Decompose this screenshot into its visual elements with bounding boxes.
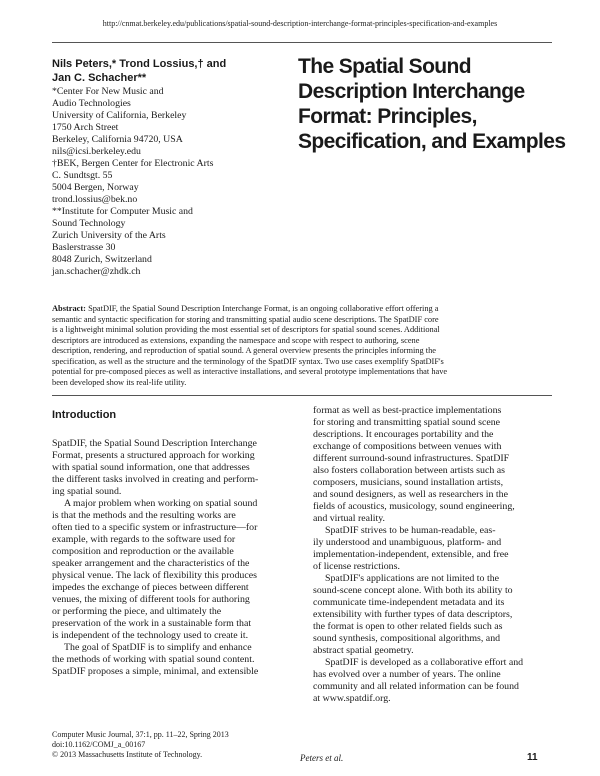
author-line: Jan C. Schacher** [52, 72, 147, 84]
text-line: community and all related information can be found [313, 681, 519, 692]
text-line: Description Interchange [298, 80, 525, 103]
text-line: sound synthesis, compositional algorithms, and [313, 633, 501, 644]
text-line: the methods of working with spatial sound content. [52, 654, 255, 665]
text-line: preservation of the work in a sustainable form that [52, 618, 252, 629]
text-line: SpatDIF strives to be human-readable, eas- [325, 525, 496, 536]
text-line: The goal of SpatDIF is to simplify and enhance [64, 642, 252, 653]
text-line: Baslerstrasse 30 [52, 242, 116, 253]
text-line: composition and reproduction or the available [52, 546, 234, 557]
text-line: extensibility with further types of data descriptors, [313, 609, 513, 620]
text-line: 5004 Bergen, Norway [52, 182, 139, 193]
text-line: descriptors are introduced as extensions, expanding the namespace and scope with respect to authoring, scene [52, 335, 420, 345]
left-column [52, 408, 302, 678]
text-line: and virtual reality. [313, 513, 386, 524]
text-line: is a lightweight minimal solution providing the most essential set of descriptors for spatial sound scenes. Additional [52, 325, 440, 334]
text-line: Format: Principles, [298, 105, 477, 128]
text-line: venues, the mixing of different tools for authoring [52, 594, 250, 605]
text-line: ing spatial sound. [52, 486, 122, 497]
text-line: potential for pre-composed pieces as well as interactive installations, and several prototype implementations that have [52, 367, 448, 376]
text-line: nils@icsi.berkeley.edu [52, 146, 141, 157]
text-line: ily understood and unambiguous, platform- and [313, 537, 502, 548]
text-line: doi:10.1162/COMJ_a_00167 [52, 740, 146, 749]
abstract-label: Abstract: [52, 304, 86, 313]
text-line: semantic and syntactic specification for storing and transmitting spatial audio scene descriptions. The SpatDIF core [52, 314, 439, 324]
text-line: composers, musicians, sound installation artists, [313, 477, 504, 488]
text-line: SpatDIF's applications are not limited to the [325, 573, 500, 584]
author-list [52, 57, 302, 85]
text-line: University of California, Berkeley [52, 110, 187, 121]
text-line: A major problem when working on spatial sound [64, 498, 258, 509]
journal-footnote [52, 730, 302, 760]
text-line: example, with regards to the software used for [52, 534, 236, 545]
abstract-line: SpatDIF, the Spatial Sound Description Interchange Format, is an ongoing collaborative effort offering a [85, 304, 439, 313]
text-line: implementation-independent, extensible, and free [313, 549, 509, 560]
abstract-first-line [52, 304, 552, 315]
affiliations [52, 86, 302, 278]
text-line: Berkeley, California 94720, USA [52, 134, 183, 145]
text-line: impedes the exchange of pieces between different [52, 582, 249, 593]
text-line: SpatDIF is developed as a collaborative effort and [325, 657, 524, 668]
text-line: has evolved over a number of years. The online [313, 669, 501, 680]
text-line: *Center For New Music and [52, 86, 164, 97]
text-line: is independent of the technology used to create it. [52, 630, 249, 641]
text-line: at www.spatdif.org. [313, 693, 391, 704]
text-line: the different tasks involved in creating and perform- [52, 474, 259, 485]
article-title [298, 54, 566, 154]
text-line: trond.lossius@bek.no [52, 194, 138, 205]
text-line: exchange of compositions between venues with [313, 441, 502, 452]
text-line: 8048 Zurich, Switzerland [52, 254, 152, 265]
text-line: is that the methods and the resulting works are [52, 510, 236, 521]
page-number: 11 [527, 752, 538, 763]
running-author: Peters et al. [300, 753, 344, 763]
text-line: sound-scene concept alone. With both its ability to [313, 585, 513, 596]
text-line: also fosters collaboration between artists such as [313, 465, 505, 476]
text-line: descriptions. It encourages portability and the [313, 429, 494, 440]
text-line: **Institute for Computer Music and [52, 206, 193, 217]
right-column [313, 405, 558, 705]
text-line: specification, as well as the structure and the terminology of the SpatDIF syntax. Two use cases exemplify SpatDIF's [52, 356, 444, 366]
text-line: © 2013 Massachusetts Institute of Technology. [52, 750, 203, 759]
text-line: speaker arrangement and the characteristics of the [52, 558, 250, 569]
text-line: Specification, and Examples [298, 130, 566, 153]
text-line: SpatDIF proposes a simple, minimal, and extensible [52, 666, 259, 677]
text-line: of license restrictions. [313, 561, 400, 572]
text-line: Zurich University of the Arts [52, 230, 166, 241]
text-line: †BEK, Bergen Center for Electronic Arts [52, 158, 214, 169]
section-heading: Introduction [52, 409, 117, 421]
text-line: 1750 Arch Street [52, 122, 119, 133]
text-line: C. Sundtsgt. 55 [52, 170, 113, 181]
text-line: physical venue. The lack of flexibility this produces [52, 570, 257, 581]
text-line: SpatDIF, the Spatial Sound Description Interchange [52, 438, 257, 449]
source-url[interactable]: http://cnmat.berkeley.edu/publications/spatial-sound-description-interchange-format-principles-specification-and-examples [102, 19, 498, 28]
text-line: and sound designers, as well as researchers in the [313, 489, 508, 500]
text-line: for storing and transmitting spatial sound scene [313, 417, 501, 428]
text-line: jan.schacher@zhdk.ch [52, 266, 141, 277]
text-line: description, rendering, and reproduction of spatial sound. A general overview presents the principles informing the [52, 346, 436, 355]
author-line: Nils Peters,* Trond Lossius,† and [52, 58, 227, 70]
text-line: Audio Technologies [52, 98, 131, 109]
abstract-rule [52, 395, 552, 396]
text-line: abstract spatial geometry. [313, 645, 414, 656]
text-line: often tied to a specific system or infrastructure—for [52, 522, 258, 533]
text-line: Computer Music Journal, 37:1, pp. 11–22, Spring 2013 [52, 730, 229, 739]
text-line: different surround-sound infrastructures. SpatDIF [313, 453, 510, 464]
top-rule [52, 42, 552, 43]
text-line: The Spatial Sound [298, 55, 471, 78]
text-line: the format is open to other related fields such as [313, 621, 503, 632]
text-line: or performing the piece, and ultimately the [52, 606, 222, 617]
text-line: with spatial sound information, one that addresses [52, 462, 250, 473]
text-line: fields of acoustics, musicology, sound engineering, [313, 501, 515, 512]
abstract [52, 304, 552, 388]
text-line: been developed show its real-life utility. [52, 377, 187, 387]
text-line: Format, presents a structured approach for working [52, 450, 255, 461]
text-line: communicate time-independent metadata and its [313, 597, 505, 608]
text-line: Sound Technology [52, 218, 126, 229]
text-line: format as well as best-practice implementations [313, 405, 502, 416]
